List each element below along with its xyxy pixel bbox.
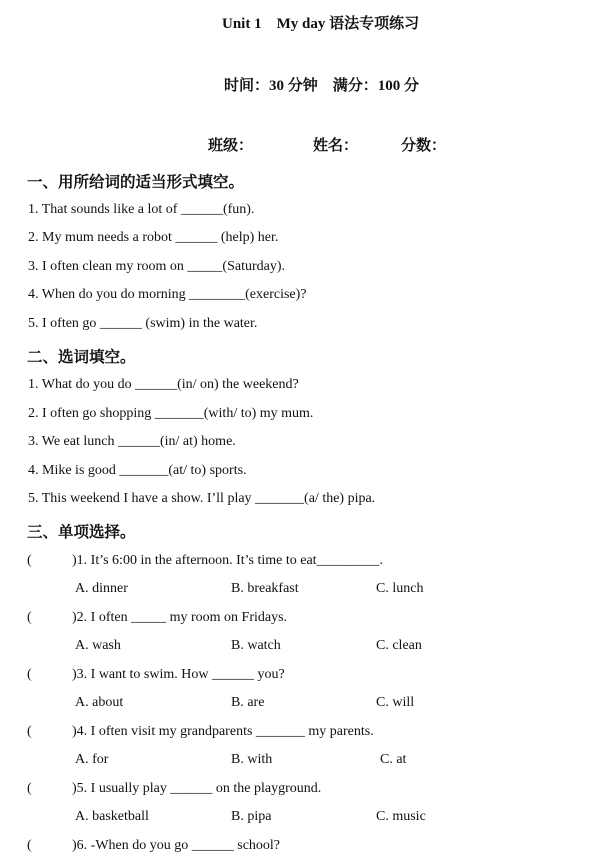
answer-paren: (	[27, 610, 32, 625]
section-2-item: 4. Mike is good _______(at/ to) sports.	[28, 463, 247, 478]
mcq-option-c: C. will	[376, 695, 415, 710]
section-1-item: 2. My mum needs a robot ______ (help) her.	[28, 230, 279, 245]
answer-paren: (	[27, 781, 32, 796]
mcq-option-b: B. pipa	[231, 809, 272, 824]
mcq-option-c: C. clean	[376, 638, 422, 653]
section-1-item: 5. I often go ______ (swim) in the water.	[28, 316, 258, 331]
answer-paren: (	[27, 667, 32, 682]
section-2-item: 1. What do you do ______(in/ on) the weekend?	[28, 377, 299, 392]
section-2-title: 二、选词填空。	[27, 349, 136, 366]
mcq-option-a: A. dinner	[75, 581, 128, 596]
section-1-item: 1. That sounds like a lot of ______(fun).	[28, 202, 255, 217]
answer-paren: (	[27, 724, 32, 739]
mcq-option-b: B. with	[231, 752, 273, 767]
mcq-option-a: A. for	[75, 752, 109, 767]
mcq-stem: )3. I want to swim. How ______ you?	[72, 667, 285, 682]
mcq-option-a: A. basketball	[75, 809, 149, 824]
class-label: 班级：	[208, 138, 254, 154]
mcq-stem: )1. It’s 6:00 in the afternoon. It’s time to eat_________.	[72, 553, 384, 568]
mcq-option-b: B. breakfast	[231, 581, 299, 596]
mcq-option-a: A. wash	[75, 638, 121, 653]
mcq-stem: )4. I often visit my grandparents _______ my parents.	[72, 724, 374, 739]
mcq-stem: )2. I often _____ my room on Fridays.	[72, 610, 288, 625]
page-title: Unit 1 My day 语法专项练习	[222, 16, 420, 32]
mcq-option-c: C. music	[376, 809, 426, 824]
section-2-item: 3. We eat lunch ______(in/ at) home.	[28, 434, 236, 449]
mcq-option-a: A. about	[75, 695, 124, 710]
time-score-line: 时间：30 分钟 满分：100 分	[224, 78, 420, 94]
section-2-item: 2. I often go shopping _______(with/ to) my mum.	[28, 406, 314, 421]
section-2-item: 5. This weekend I have a show. I’ll play _______(a/ the) pipa.	[28, 491, 376, 506]
name-label: 姓名：	[313, 138, 359, 154]
section-1-item: 3. I often clean my room on _____(Saturday).	[28, 259, 285, 274]
mcq-option-b: B. watch	[231, 638, 281, 653]
section-1-item: 4. When do you do morning ________(exercise)?	[28, 287, 307, 302]
answer-paren: (	[27, 838, 32, 853]
mcq-stem: )6. -When do you go ______ school?	[72, 838, 281, 853]
section-3-title: 三、单项选择。	[27, 524, 136, 541]
mcq-option-c: C. lunch	[376, 581, 424, 596]
section-1-title: 一、用所给词的适当形式填空。	[27, 174, 245, 191]
mcq-option-c: C. at	[380, 752, 407, 767]
mcq-option-b: B. are	[231, 695, 265, 710]
score-label: 分数：	[401, 138, 447, 154]
mcq-stem: )5. I usually play ______ on the playground.	[72, 781, 322, 796]
answer-paren: (	[27, 553, 32, 568]
